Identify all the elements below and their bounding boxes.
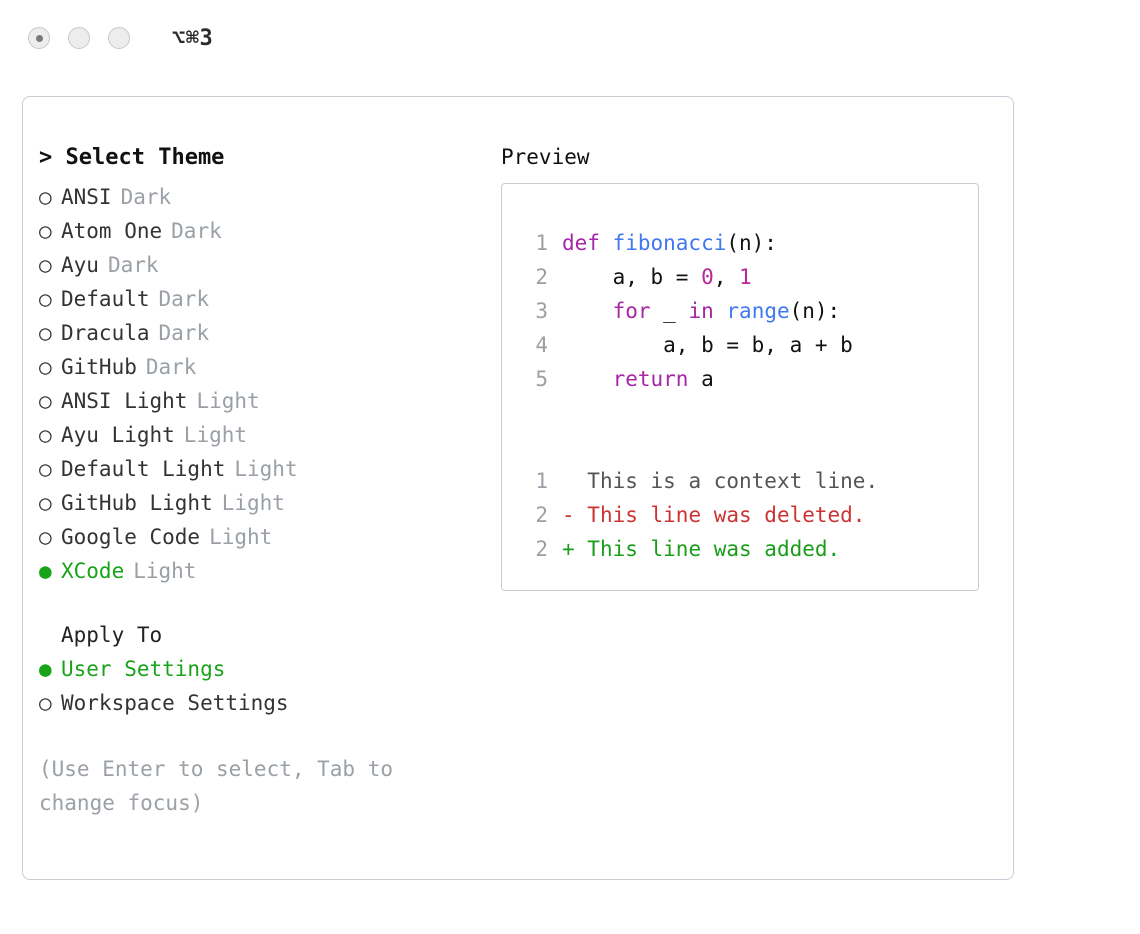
- theme-item[interactable]: [39, 418, 479, 452]
- code-token: a: [688, 367, 714, 391]
- minimize-button[interactable]: [68, 27, 90, 49]
- theme-item[interactable]: [39, 486, 479, 520]
- theme-item[interactable]: [39, 384, 479, 418]
- line-number: 4: [535, 333, 548, 357]
- apply-option-label: Workspace Settings: [61, 691, 289, 715]
- theme-name: Atom One: [61, 219, 163, 243]
- theme-item[interactable]: [39, 520, 479, 554]
- zoom-button[interactable]: [108, 27, 130, 49]
- radio-icon-selected[interactable]: ●: [39, 657, 52, 681]
- line-number: 5: [535, 367, 548, 391]
- code-token: for: [612, 299, 651, 323]
- line-number: 2: [535, 265, 548, 289]
- theme-kind: Dark: [158, 321, 210, 345]
- diff-text: This line was deleted.: [587, 503, 866, 527]
- theme-item[interactable]: [39, 180, 479, 214]
- theme-name: ANSI: [61, 185, 112, 209]
- theme-name: Dracula: [61, 321, 150, 345]
- code-token: [714, 299, 727, 323]
- code-token: range: [726, 299, 790, 323]
- radio-icon[interactable]: ○: [39, 253, 52, 277]
- code-token: a, b = b, a + b: [562, 333, 853, 357]
- diff-text: This line was added.: [587, 537, 841, 561]
- radio-icon[interactable]: ○: [39, 321, 52, 345]
- code-line: [520, 260, 978, 294]
- theme-kind: Dark: [107, 253, 159, 277]
- theme-kind: Light: [133, 559, 197, 583]
- code-line: [520, 328, 978, 362]
- apply-to-label: Apply To: [61, 623, 163, 647]
- code-blank-line: [520, 430, 978, 464]
- theme-name: Google Code: [61, 525, 201, 549]
- code-token: a, b =: [562, 265, 702, 289]
- theme-item[interactable]: [39, 248, 479, 282]
- theme-kind: Dark: [145, 355, 197, 379]
- radio-icon-selected[interactable]: ●: [39, 559, 52, 583]
- theme-name: XCode: [61, 559, 125, 583]
- code-token: 1: [739, 265, 752, 289]
- theme-kind: Light: [183, 423, 248, 447]
- code-token: _: [650, 299, 689, 323]
- theme-list[interactable]: [39, 180, 479, 588]
- code-token: ,: [713, 265, 740, 289]
- code-token: 0: [701, 265, 714, 289]
- apply-option-workspace-settings[interactable]: [39, 686, 479, 720]
- title-bar: [0, 0, 1140, 76]
- code-line: [520, 226, 978, 260]
- theme-kind: Dark: [120, 185, 172, 209]
- radio-icon[interactable]: ○: [39, 389, 52, 413]
- theme-kind: Light: [209, 525, 273, 549]
- code-line: [520, 294, 978, 328]
- radio-icon[interactable]: ○: [39, 219, 52, 243]
- code-text: [562, 260, 752, 294]
- code-text: [562, 328, 853, 362]
- radio-icon[interactable]: ○: [39, 457, 52, 481]
- theme-item[interactable]: [39, 316, 479, 350]
- theme-list-column: [39, 145, 479, 820]
- select-theme-heading: > Select Theme: [39, 145, 225, 170]
- diff-line-deleted: [520, 498, 978, 532]
- code-token: return: [612, 367, 689, 391]
- code-line: [520, 362, 978, 396]
- radio-icon[interactable]: ○: [39, 355, 52, 379]
- line-number: 1: [535, 469, 548, 493]
- theme-name: Ayu: [61, 253, 99, 277]
- theme-picker-panel: [22, 96, 1014, 880]
- theme-name: GitHub Light: [61, 491, 213, 515]
- keyboard-hint: (Use Enter to select, Tab to change focus): [39, 757, 406, 815]
- apply-option-label: User Settings: [61, 657, 226, 681]
- diff-line-context: [520, 464, 978, 498]
- code-token: def: [562, 231, 613, 255]
- theme-kind: Dark: [158, 287, 210, 311]
- theme-item[interactable]: [39, 350, 479, 384]
- close-button[interactable]: [28, 27, 50, 49]
- theme-item[interactable]: [39, 214, 479, 248]
- radio-icon[interactable]: ○: [39, 287, 52, 311]
- code-token: [562, 299, 613, 323]
- close-dot-inner: [36, 35, 43, 42]
- theme-kind: Dark: [171, 219, 222, 243]
- line-number: 2: [535, 503, 548, 527]
- apply-option-user-settings[interactable]: [39, 652, 479, 686]
- code-token: (n):: [789, 299, 841, 323]
- diff-marker: +: [562, 537, 588, 561]
- theme-kind: Light: [196, 389, 260, 413]
- theme-kind: Light: [221, 491, 285, 515]
- radio-icon[interactable]: ○: [39, 185, 52, 209]
- preview-box: [501, 183, 979, 591]
- theme-name: ANSI Light: [61, 389, 188, 413]
- apply-to-options[interactable]: [39, 652, 479, 720]
- shortcut-label: ⌥⌘3: [172, 25, 214, 51]
- theme-name: Default: [61, 287, 150, 311]
- diff-marker: -: [562, 503, 588, 527]
- theme-name: Ayu Light: [61, 423, 175, 447]
- code-text: [562, 226, 777, 260]
- theme-name: Default Light: [61, 457, 226, 481]
- radio-icon[interactable]: ○: [39, 525, 52, 549]
- spacer: [39, 588, 479, 618]
- theme-kind: Light: [234, 457, 298, 481]
- radio-icon[interactable]: ○: [39, 491, 52, 515]
- preview-heading: Preview: [501, 145, 590, 169]
- diff-text: This is a context line.: [587, 469, 879, 493]
- code-token: in: [688, 299, 714, 323]
- theme-item-selected[interactable]: [39, 554, 479, 588]
- theme-item[interactable]: [39, 282, 479, 316]
- code-token: (n):: [726, 231, 777, 255]
- code-text: [562, 294, 840, 328]
- radio-icon[interactable]: ○: [39, 691, 52, 715]
- code-token: fibonacci: [612, 231, 727, 255]
- code-blank-line: [520, 396, 978, 430]
- preview-column: [501, 145, 1001, 591]
- code-text: [562, 362, 714, 396]
- diff-line-added: [520, 532, 978, 566]
- code-token: [562, 367, 613, 391]
- radio-icon[interactable]: ○: [39, 423, 52, 447]
- line-number: 3: [535, 299, 548, 323]
- diff-marker: [562, 464, 587, 498]
- theme-item[interactable]: [39, 452, 479, 486]
- line-number: 2: [535, 537, 548, 561]
- line-number: 1: [535, 231, 548, 255]
- theme-name: GitHub: [61, 355, 137, 379]
